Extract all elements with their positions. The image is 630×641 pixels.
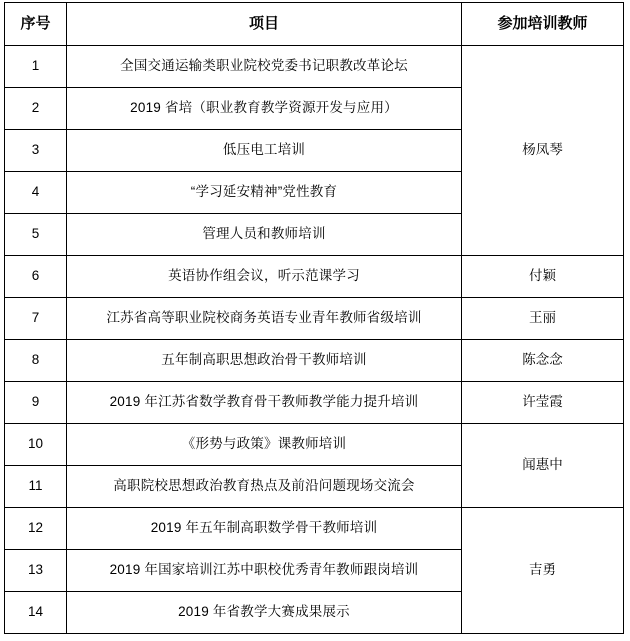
table-row — [5, 508, 624, 550]
cell-item: 江苏省高等职业院校商务英语专业青年教师省级培训 — [67, 298, 462, 340]
cell-index: 4 — [5, 172, 67, 214]
table-row — [5, 256, 624, 298]
cell-index: 2 — [5, 88, 67, 130]
cell-teacher: 杨凤琴 — [462, 46, 624, 256]
cell-teacher: 付颖 — [462, 256, 624, 298]
cell-teacher: 闻惠中 — [462, 424, 624, 508]
training-table-container — [0, 2, 630, 634]
cell-item: 2019 年省教学大赛成果展示 — [67, 592, 462, 634]
table-row — [5, 382, 624, 424]
cell-item: 高职院校思想政治教育热点及前沿问题现场交流会 — [67, 466, 462, 508]
cell-item: 五年制高职思想政治骨干教师培训 — [67, 340, 462, 382]
cell-index: 13 — [5, 550, 67, 592]
table-row — [5, 340, 624, 382]
cell-index: 1 — [5, 46, 67, 88]
cell-teacher: 陈念念 — [462, 340, 624, 382]
table-body — [5, 46, 624, 634]
cell-teacher: 许莹霞 — [462, 382, 624, 424]
cell-item: 全国交通运输类职业院校党委书记职教改革论坛 — [67, 46, 462, 88]
cell-index: 14 — [5, 592, 67, 634]
cell-index: 10 — [5, 424, 67, 466]
cell-index: 12 — [5, 508, 67, 550]
cell-index: 8 — [5, 340, 67, 382]
column-header-item: 项目 — [67, 3, 462, 46]
cell-index: 5 — [5, 214, 67, 256]
cell-index: 11 — [5, 466, 67, 508]
cell-index: 9 — [5, 382, 67, 424]
cell-teacher: 吉勇 — [462, 508, 624, 634]
cell-item: 2019 年五年制高职数学骨干教师培训 — [67, 508, 462, 550]
cell-item: 低压电工培训 — [67, 130, 462, 172]
cell-index: 6 — [5, 256, 67, 298]
table-header — [5, 3, 624, 46]
cell-teacher: 王丽 — [462, 298, 624, 340]
cell-index: 7 — [5, 298, 67, 340]
table-row — [5, 46, 624, 88]
cell-item: 2019 年江苏省数学教育骨干教师教学能力提升培训 — [67, 382, 462, 424]
table-header-row — [5, 3, 624, 46]
cell-item: 2019 省培（职业教育教学资源开发与应用） — [67, 88, 462, 130]
cell-item: 管理人员和教师培训 — [67, 214, 462, 256]
cell-item: 《形势与政策》课教师培训 — [67, 424, 462, 466]
column-header-teacher: 参加培训教师 — [462, 3, 624, 46]
cell-item: 2019 年国家培训江苏中职校优秀青年教师跟岗培训 — [67, 550, 462, 592]
training-table — [4, 2, 624, 634]
table-row — [5, 424, 624, 466]
table-row — [5, 298, 624, 340]
cell-index: 3 — [5, 130, 67, 172]
column-header-index: 序号 — [5, 3, 67, 46]
cell-item: “学习延安精神”党性教育 — [67, 172, 462, 214]
cell-item: 英语协作组会议，听示范课学习 — [67, 256, 462, 298]
